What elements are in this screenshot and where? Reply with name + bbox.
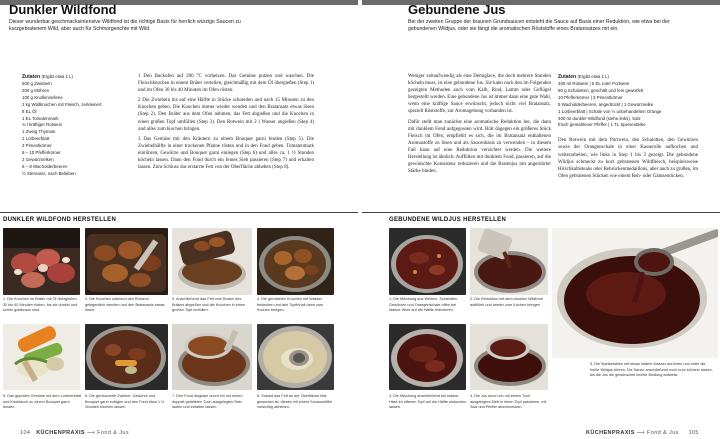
paragraph-right: Den Rotwein mit dem Portwein, den Schalotten, den Gewürzen sowie der Orangenschale in einer Kasserolle aufkochen und weiterarbeiten, wie links in Step 1 bis 3 gezeigt. Die gebundene Wildjus schmeckt zu kurz gebratenen Wildfleisch, beispielsweise Hirschkalbsteaks oder Rehrückenmedaillons, aber auch zu großen, im Ofen gebratenen Stücken wie einem Reh- oder Gämsenrücken.: [558, 138, 698, 179]
page-number-left: 104: [20, 430, 31, 436]
caption-left-5: 5. Das geputzte Gemüse mit dem Lorbeerblatt und Knoblauch zu einem Bouquet garni binden.: [3, 394, 81, 410]
photo-reduce-half: [389, 324, 466, 390]
caption-left-6: 6. Die geräucherte Zwiebel, Gewürze und Bouquet garni zufügen und den Fond etwa 1 ½ Stunden köcheln lassen.: [85, 394, 165, 410]
caption-left-4: 4. Die gerösteten Knochen mit Wasser bedecken und den Topfinhalt dann zum Kochen bringen.: [257, 297, 324, 313]
caption-right-2: 2. Die Reduktion mit dem dunklen Wildfond auffüllen und wieder zum Kochen bringen.: [470, 297, 543, 307]
ingredient-item: ¾ l kräftiger Rotwein: [22, 122, 63, 128]
footer-left: [20, 430, 129, 436]
ingredient-item: 100 g Knollensellerie: [22, 94, 63, 100]
ingredient-item: 1 Lorbeerblatt | Schale von ½ unbehandelten Orange: [558, 108, 662, 114]
ingredients-heading-left: [22, 73, 122, 81]
caption-left-1: 1. Die Knochen im Bräter mit Öl übergießen. 30 bis 40 Minuten rösten, bis sie dunkel und schön goldbraun sind.: [3, 297, 78, 313]
ingredients-right: [558, 73, 698, 180]
ingredient-item: 8 EL Öl: [22, 108, 37, 114]
footer-arrow-left: ⟶: [86, 430, 96, 436]
body-paragraph: Weniger zeitaufwendig als eine Demiglace, die doch mehrere Stunden köcheln muss, ist eine gebundene Jus. Sie kann nach den im Folgenden gezeigten Methoden auch vom Kalb, Rind, Lamm oder Geflügel hergestellt werden. Eine gebundene Jus ist immer dann eine gute Wahl, wenn eine kräftige Sauce erwünscht, jedoch nicht viel Bratansatz, speziell Röststoffe, zur Aromagebung vorhanden ist.: [408, 74, 551, 115]
photo-bouquet-garni: [3, 324, 80, 390]
footer-right: [586, 430, 699, 436]
step-paragraph: 3 Das Gemüse mit den Kräutern zu einem Bouquet garni binden (Step 5). Die Zwiebelhälfte in einer trockenen Pfanne rösten und in den Fond geben. Tomatenmark einrühren, Gewürze und Bouquet garni einlegen (Step 6) und alles ca. 1 ½ Stunden köcheln lassen. Dann den Fond durch ein feines Sieb passieren (Step 7) und erkalten lassen. Zum Schluss das erstarrte Fett von der Oberfläche abheben (Step 8).: [138, 136, 314, 171]
caption-right-5: 3. Die Speisestärke mit etwas kaltem Wasser anrühren und unter die heiße Wildjus rühren. Die Sauce anschließend noch kurz köcheln lassen, bis die Jus die gewünschte leichte Bindung aufweist.: [590, 362, 713, 378]
ingredients-note: (Ergibt etwa 1 L): [41, 74, 73, 79]
photo-bones-pot: [257, 228, 334, 295]
photo-raw-bones: [3, 228, 80, 295]
ingredient-item: ½ Sternanis, nach Belieben: [22, 170, 76, 176]
ingredients-note: (Ergibt etwa 1 L): [577, 74, 609, 79]
ingredient-item: 10 Pfefferkörner | 3 Pimentkörner: [558, 94, 623, 100]
roasting-bones-image: [85, 228, 168, 295]
ingredient-item: 2 kg Wildknochen mit Fleisch, zerkleinert: [22, 101, 102, 107]
intro-left: Dieser wunderbar geschmacksintensive Wildfond ist die richtige Basis für herrlich würzige Saucen zu kurzgebratenem Wild, aber auch für Schmorgerichte mit Wild.: [9, 19, 241, 33]
caption-right-1: 1. Die Mischung aus Weinen, Schalotten, Gewürzen und Orangenschale offen bei starker Hitze auf die Hälfte reduzieren.: [389, 297, 459, 313]
ingredient-item: 1 Lorbeerblatt: [22, 136, 50, 142]
photo-reduce-wine: [389, 228, 466, 295]
step-paragraph: 1 Den Backofen auf 200 °C vorheizen. Das Gemüse putzen und waschen. Die Fleischknochen in einem Bräter verteilen, gleichmäßig mit dem Öl übergießen (Step 1) und im Ofen 30 bis 40 Minuten im Ofen rösten.: [138, 74, 314, 94]
ingredient-item: 80 g Schalotten, geschält und fein gewürfelt: [558, 87, 644, 93]
caption-right-4: 4. Die Jus durch ein mit einem Tuch ausgelegtes Sieb in einen Topf passieren, mit Salz und Pfeffer abschmecken.: [470, 394, 547, 410]
bouquet-garni-image: [3, 324, 80, 390]
photo-add-stock: [470, 228, 548, 295]
ingredient-list-left: [22, 81, 122, 178]
skim-fat-image: [257, 324, 334, 390]
caption-left-3: 3. Anschließend das Fett vom Boden des Bräters abgießen und die Knochen in einen großen Topf umfüllen.: [172, 297, 246, 313]
strain-stock-image: [172, 324, 252, 390]
page-number-right: 105: [688, 430, 699, 436]
add-stock-image: [470, 228, 548, 295]
photo-pour-fat: [172, 228, 252, 295]
caption-right-3: 3. Die Mischung anschließend bei starker Hitze im offenen Topf auf die Hälfte einkochen lassen.: [389, 394, 467, 410]
photo-strain-stock: [172, 324, 252, 390]
caption-left-8: 8. Sobald das Fett an der Oberfläche fest geworden ist, dieses mit einem Schaumlöffel vorsichtig abheben.: [257, 394, 333, 410]
steps-text-left: [138, 73, 314, 174]
ingredient-item: frisch gemahlener Pfeffer | 1 TL Speisestärke: [558, 122, 646, 128]
ingredient-item: 1 EL Tomatenmark: [22, 115, 59, 121]
ingredient-list-right: [558, 81, 698, 129]
simmer-stock-image: [85, 324, 168, 390]
reduce-wine-image: [389, 228, 466, 295]
ingredients-left: [22, 73, 122, 178]
ingredient-item: 5 Wacholderbeeren, angedrückt | 1 Gewürznelke: [558, 101, 654, 107]
photo-strain-jus: [470, 324, 548, 390]
photo-simmer-stock: [85, 324, 168, 390]
ingredient-item: 8 – 10 Pfefferkörner: [22, 150, 61, 156]
footer-section-right: KÜCHENPRAXIS: [586, 430, 635, 436]
footer-topic-right: Fond & Jus: [646, 430, 679, 436]
reduce-half-image: [389, 324, 466, 390]
intro-right: Bei der zweiten Gruppe der braunen Grundsaucen entsteht die Sauce auf Basis einer Reduktion, wie etwa bei der gebundenen Wildjus, oder sie fängt die aromatischen Röststoffe eines Bratansatzes mit ein.: [408, 19, 670, 33]
section-title-right: GEBUNDENE WILDJUS HERSTELLEN: [389, 217, 507, 223]
section-rule-left: [0, 212, 358, 213]
raw-bones-image: [3, 228, 80, 295]
ingredient-item: 200 g Möhren: [22, 87, 50, 93]
photo-sauce-ladle: [552, 228, 718, 358]
strain-jus-image: [470, 324, 548, 390]
page-title-left: Dunkler Wildfond: [9, 2, 117, 17]
ingredient-item: 500 g Zwiebeln: [22, 81, 52, 86]
ingredients-heading-right: [558, 73, 698, 81]
photo-roasting-bones: [85, 228, 168, 295]
section-rule-right: [362, 212, 720, 213]
caption-left-2: 2. Die Knochen während des Röstens gelegentlich wenden und den Bratansatz etwas lösen.: [85, 297, 165, 313]
ingredient-item: 400 ml Rotwein | 5 EL roter Portwein: [558, 81, 630, 86]
ingredient-item: 2 Gewürznelken: [22, 156, 54, 162]
body-paragraph: Dafür stellt man zunächst eine aromatische Reduktion her, die dann mit dunklem Fond aufgegossen wird. Brät dagegen ein größeres Stück Fleisch im Ofen, empfiehlt es sich, die im Bratansatz enthaltenen Aromastoffe zu lösen und als Saucenbasis zu verwenden – in diesem Fall kann auf eine Reduktion verzichtet werden. Die weitere Herstellung ist ähnlich: Auffüllen mit dunklem Fond, passieren, auf die gewünschte Konsistenz reduzieren und die Bratenjus mit angerührter Stärke binden.: [408, 119, 551, 175]
pour-fat-image: [172, 228, 252, 295]
caption-left-7: 7. Den Fond langsam durch ein mit einem doppelt gefalteten Tuch ausgelegtes Sieb laufen und erkalten lassen.: [172, 394, 243, 410]
photo-skim-fat: [257, 324, 334, 390]
ingredient-item: 1 Zweig Thymian: [22, 129, 56, 135]
footer-arrow-right: ⟶: [636, 430, 646, 436]
bones-pot-image: [257, 228, 334, 295]
sauce-ladle-image: [552, 228, 718, 358]
section-title-left: DUNKLER WILDFOND HERSTELLEN: [3, 217, 117, 223]
step-paragraph: 2 Die Zwiebeln bis auf eine Hälfte in Stücke schneiden und nach 15 Minuten zu den Knochen geben. Die Knochen immer wieder wenden und den Bratansatz etwas lösen (Step 2). Den Bräter aus dem Ofen nehmen, das Fett abgießen und die Knochen in einen großen Topf umfüllen (Step 3). Den Rotwein mit 2 l Wasser angießen (Step 4) und alles zum Kochen bringen.: [138, 98, 314, 132]
ingredients-title: Zutaten: [558, 74, 577, 80]
ingredient-item: 400 ml dunkler Wildfond (siehe links), Salz: [558, 115, 641, 121]
footer-topic-left: Fond & Jus: [97, 430, 129, 436]
page-title-right: Gebundene Jus: [408, 2, 506, 17]
body-text-right: [408, 73, 551, 178]
ingredient-item: 3 Pimentkörner: [22, 143, 52, 149]
ingredients-title: Zutaten: [22, 74, 41, 80]
ingredient-item: 6 – 8 Wacholderbeeren: [22, 163, 68, 169]
footer-section-left: KÜCHENPRAXIS: [36, 430, 85, 436]
